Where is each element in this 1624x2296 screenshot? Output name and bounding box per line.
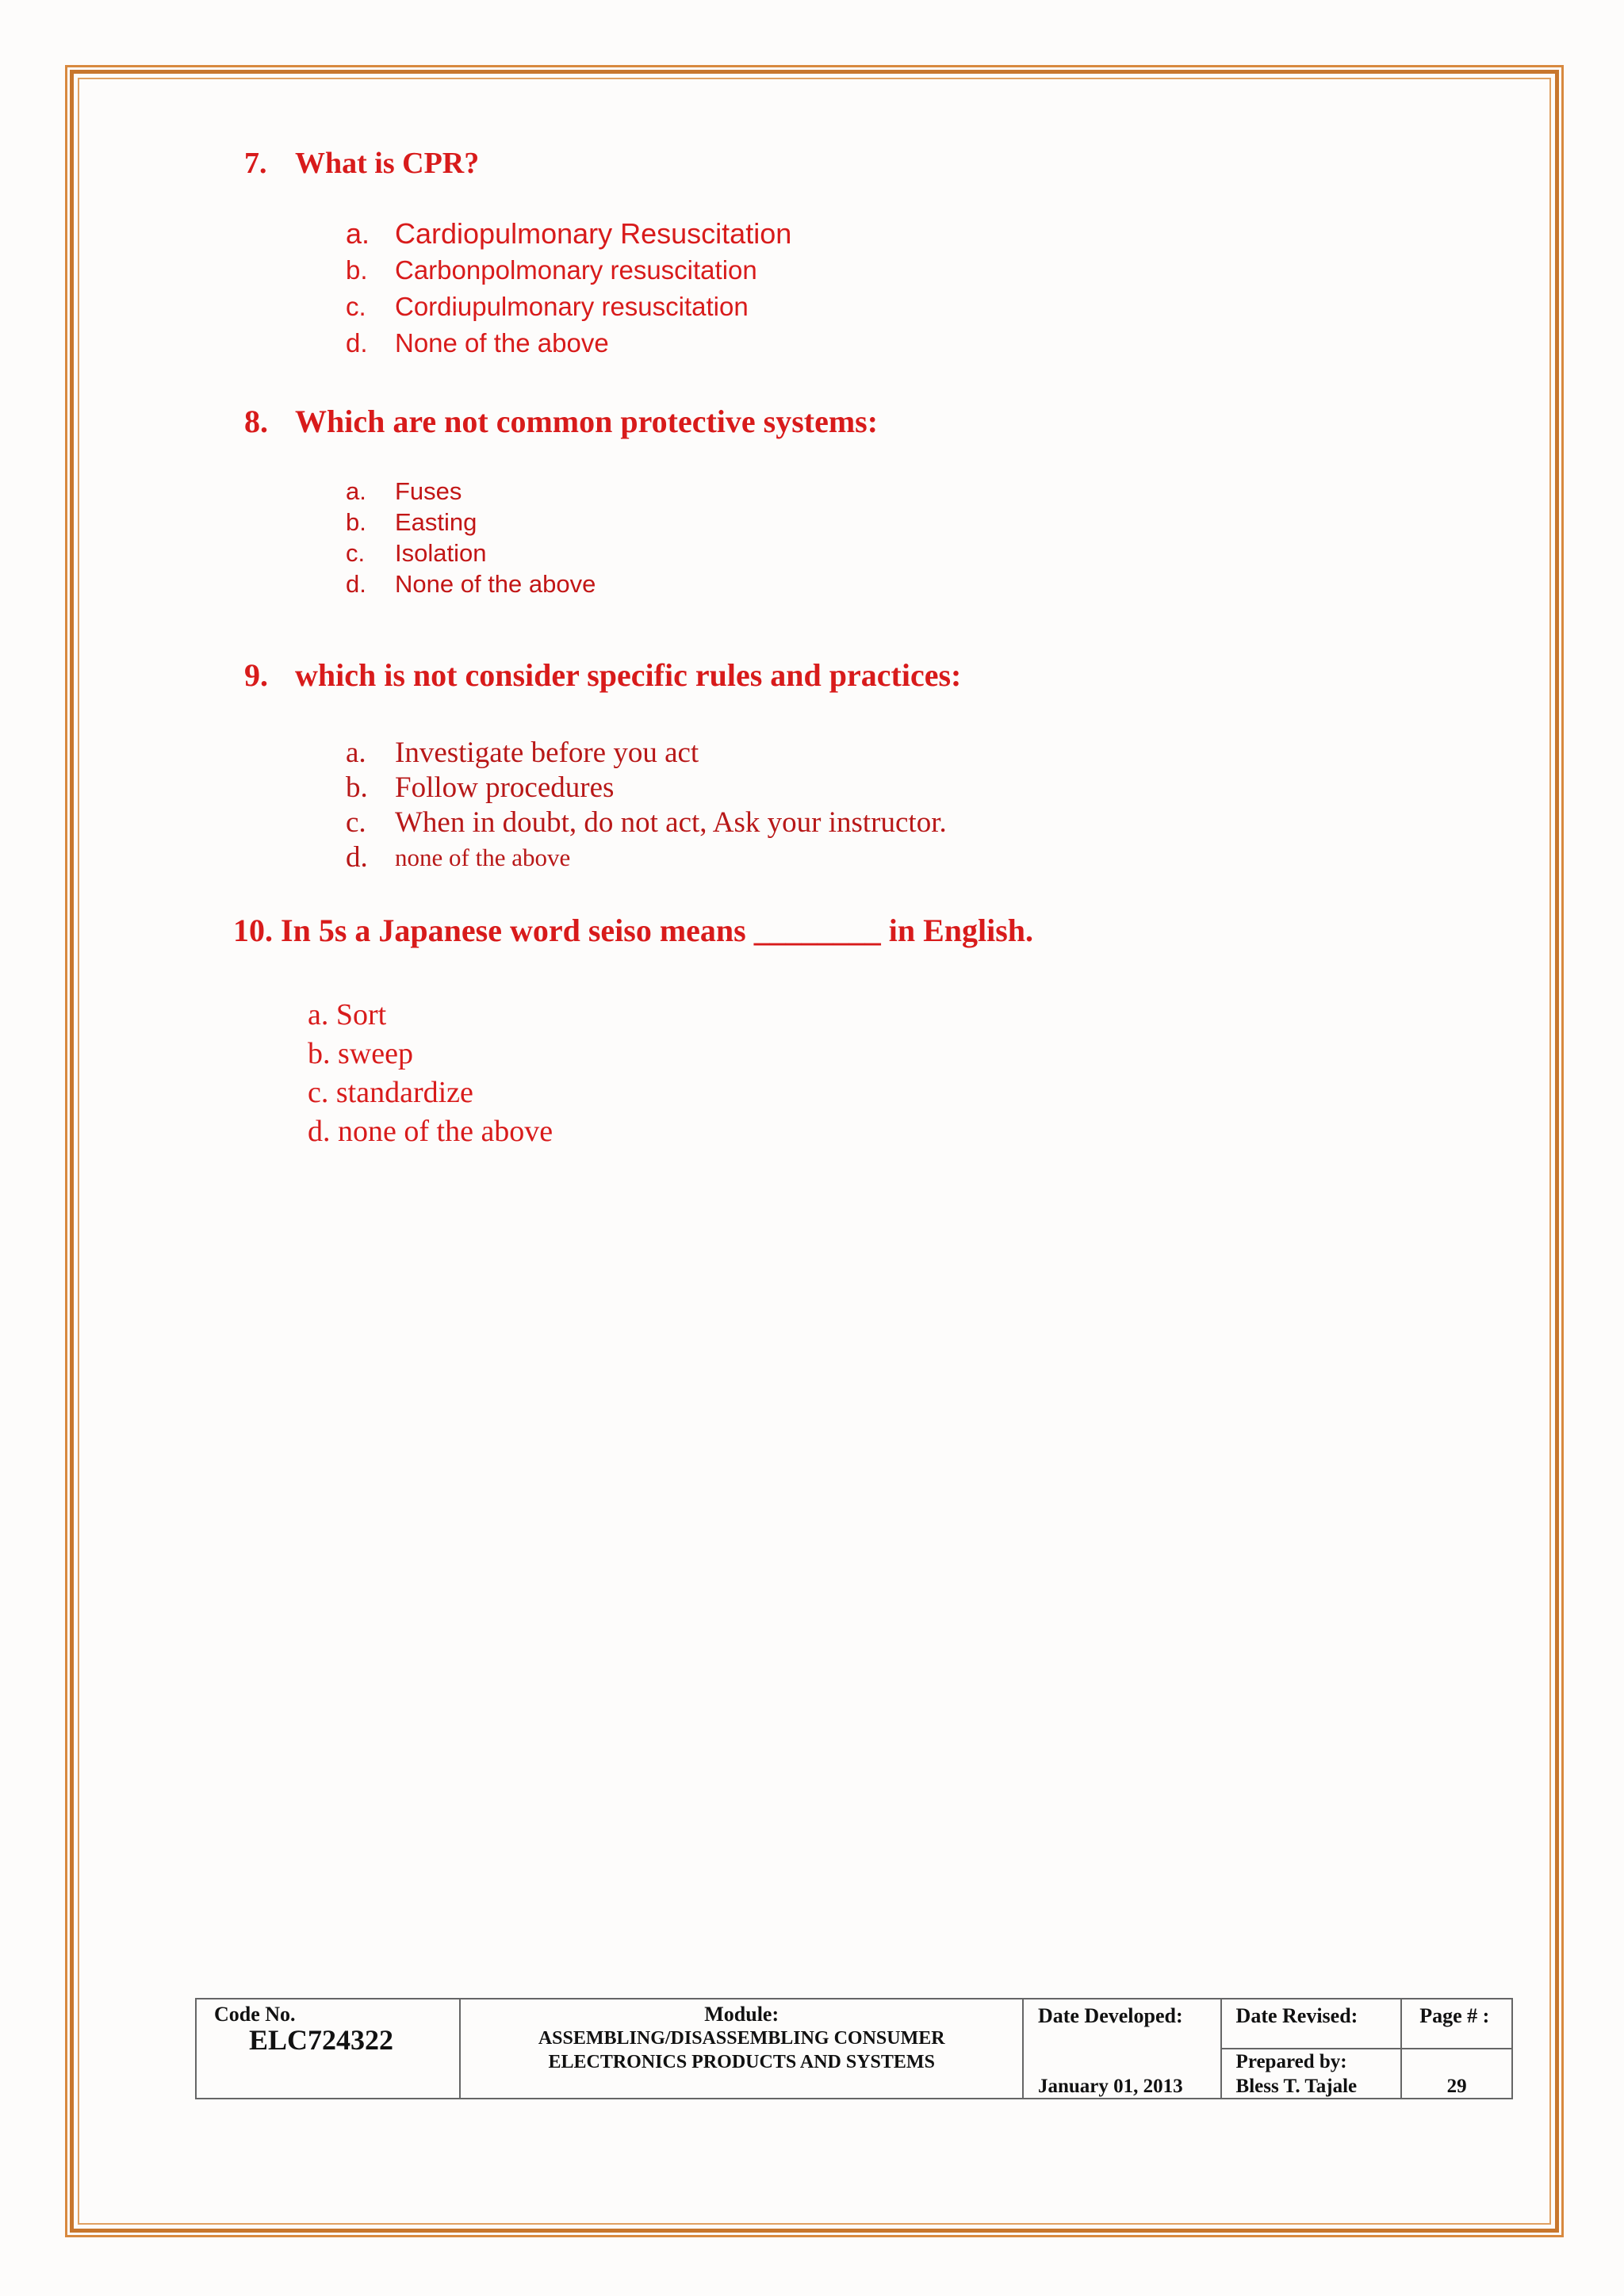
option-letter: b. [346,255,368,285]
page-label-cell [1401,1999,1512,2049]
prepared-by-cell [1221,2049,1402,2099]
question-10-options [308,996,553,1151]
date-revised-cell [1221,1999,1402,2049]
date-developed-value: January 01, 2013 [1037,2076,1183,2097]
page-number: 29 [1446,2076,1467,2097]
option-a: a. Sort [308,998,387,1031]
question-text: What is CPR? [295,147,480,180]
option-text: None of the above [395,570,596,598]
question-8 [244,403,878,440]
page-value-cell [1401,2049,1512,2099]
option-text: Cordiupulmonary resuscitation [395,292,749,321]
question-number: 8. [244,404,268,439]
option-c: c. standardize [308,1076,473,1109]
question-9 [244,656,961,694]
question-number: 10. [233,913,273,948]
option-text: Investigate before you act [395,737,699,769]
question-text: which is not consider specific rules and practices: [295,657,962,693]
option-text: None of the above [395,328,609,358]
option-text: Follow procedures [395,771,615,804]
option-letter: a. [346,477,366,505]
code-label: Code No. [214,2003,296,2026]
question-text: Which are not common protective systems: [295,404,879,439]
question-number: 7. [244,147,267,180]
module-title-line-1: ASSEMBLING/DISASSEMBLING CONSUMER [538,2028,945,2049]
date-developed-label: Date Developed: [1037,2004,1183,2027]
prepared-by-label: Prepared by: [1235,2051,1347,2072]
question-10 [233,912,1033,949]
module-label: Module: [704,2003,779,2026]
option-letter: c. [346,806,366,839]
module-title-line-2: ELECTRONICS PRODUCTS AND SYSTEMS [548,2052,935,2072]
code-cell [196,1999,460,2099]
option-text: When in doubt, do not act, Ask your instructor. [395,806,947,839]
option-letter: a. [346,217,370,250]
date-revised-label: Date Revised: [1235,2004,1358,2027]
prepared-by-value: Bless T. Tajale [1235,2076,1358,2097]
module-cell [460,1999,1022,2099]
option-letter: d. [346,570,366,598]
option-letter: a. [346,737,366,769]
option-letter: d. [346,841,368,874]
option-b: b. sweep [308,1037,413,1070]
page-label: Page # : [1419,2004,1490,2027]
page-border-inner [78,78,1551,2225]
option-text: none of the above [395,844,571,871]
option-d: d. none of the above [308,1115,553,1148]
option-text: Cardiopulmonary Resuscitation [395,217,792,250]
document-footer-table [195,1998,1513,2099]
option-text: Isolation [395,539,487,567]
option-text: Fuses [395,477,462,505]
option-letter: d. [346,328,368,358]
question-number: 9. [244,657,268,693]
option-letter: c. [346,292,366,321]
option-letter: b. [346,771,368,804]
option-text: Easting [395,508,477,536]
question-7 [244,146,479,181]
option-letter: b. [346,508,366,536]
question-text: In 5s a Japanese word seiso means ________ in English. [281,913,1034,948]
option-letter: c. [346,539,366,567]
code-value: ELC724322 [249,2024,394,2056]
date-developed-cell [1023,1999,1221,2099]
option-text: Carbonpolmonary resuscitation [395,255,757,285]
